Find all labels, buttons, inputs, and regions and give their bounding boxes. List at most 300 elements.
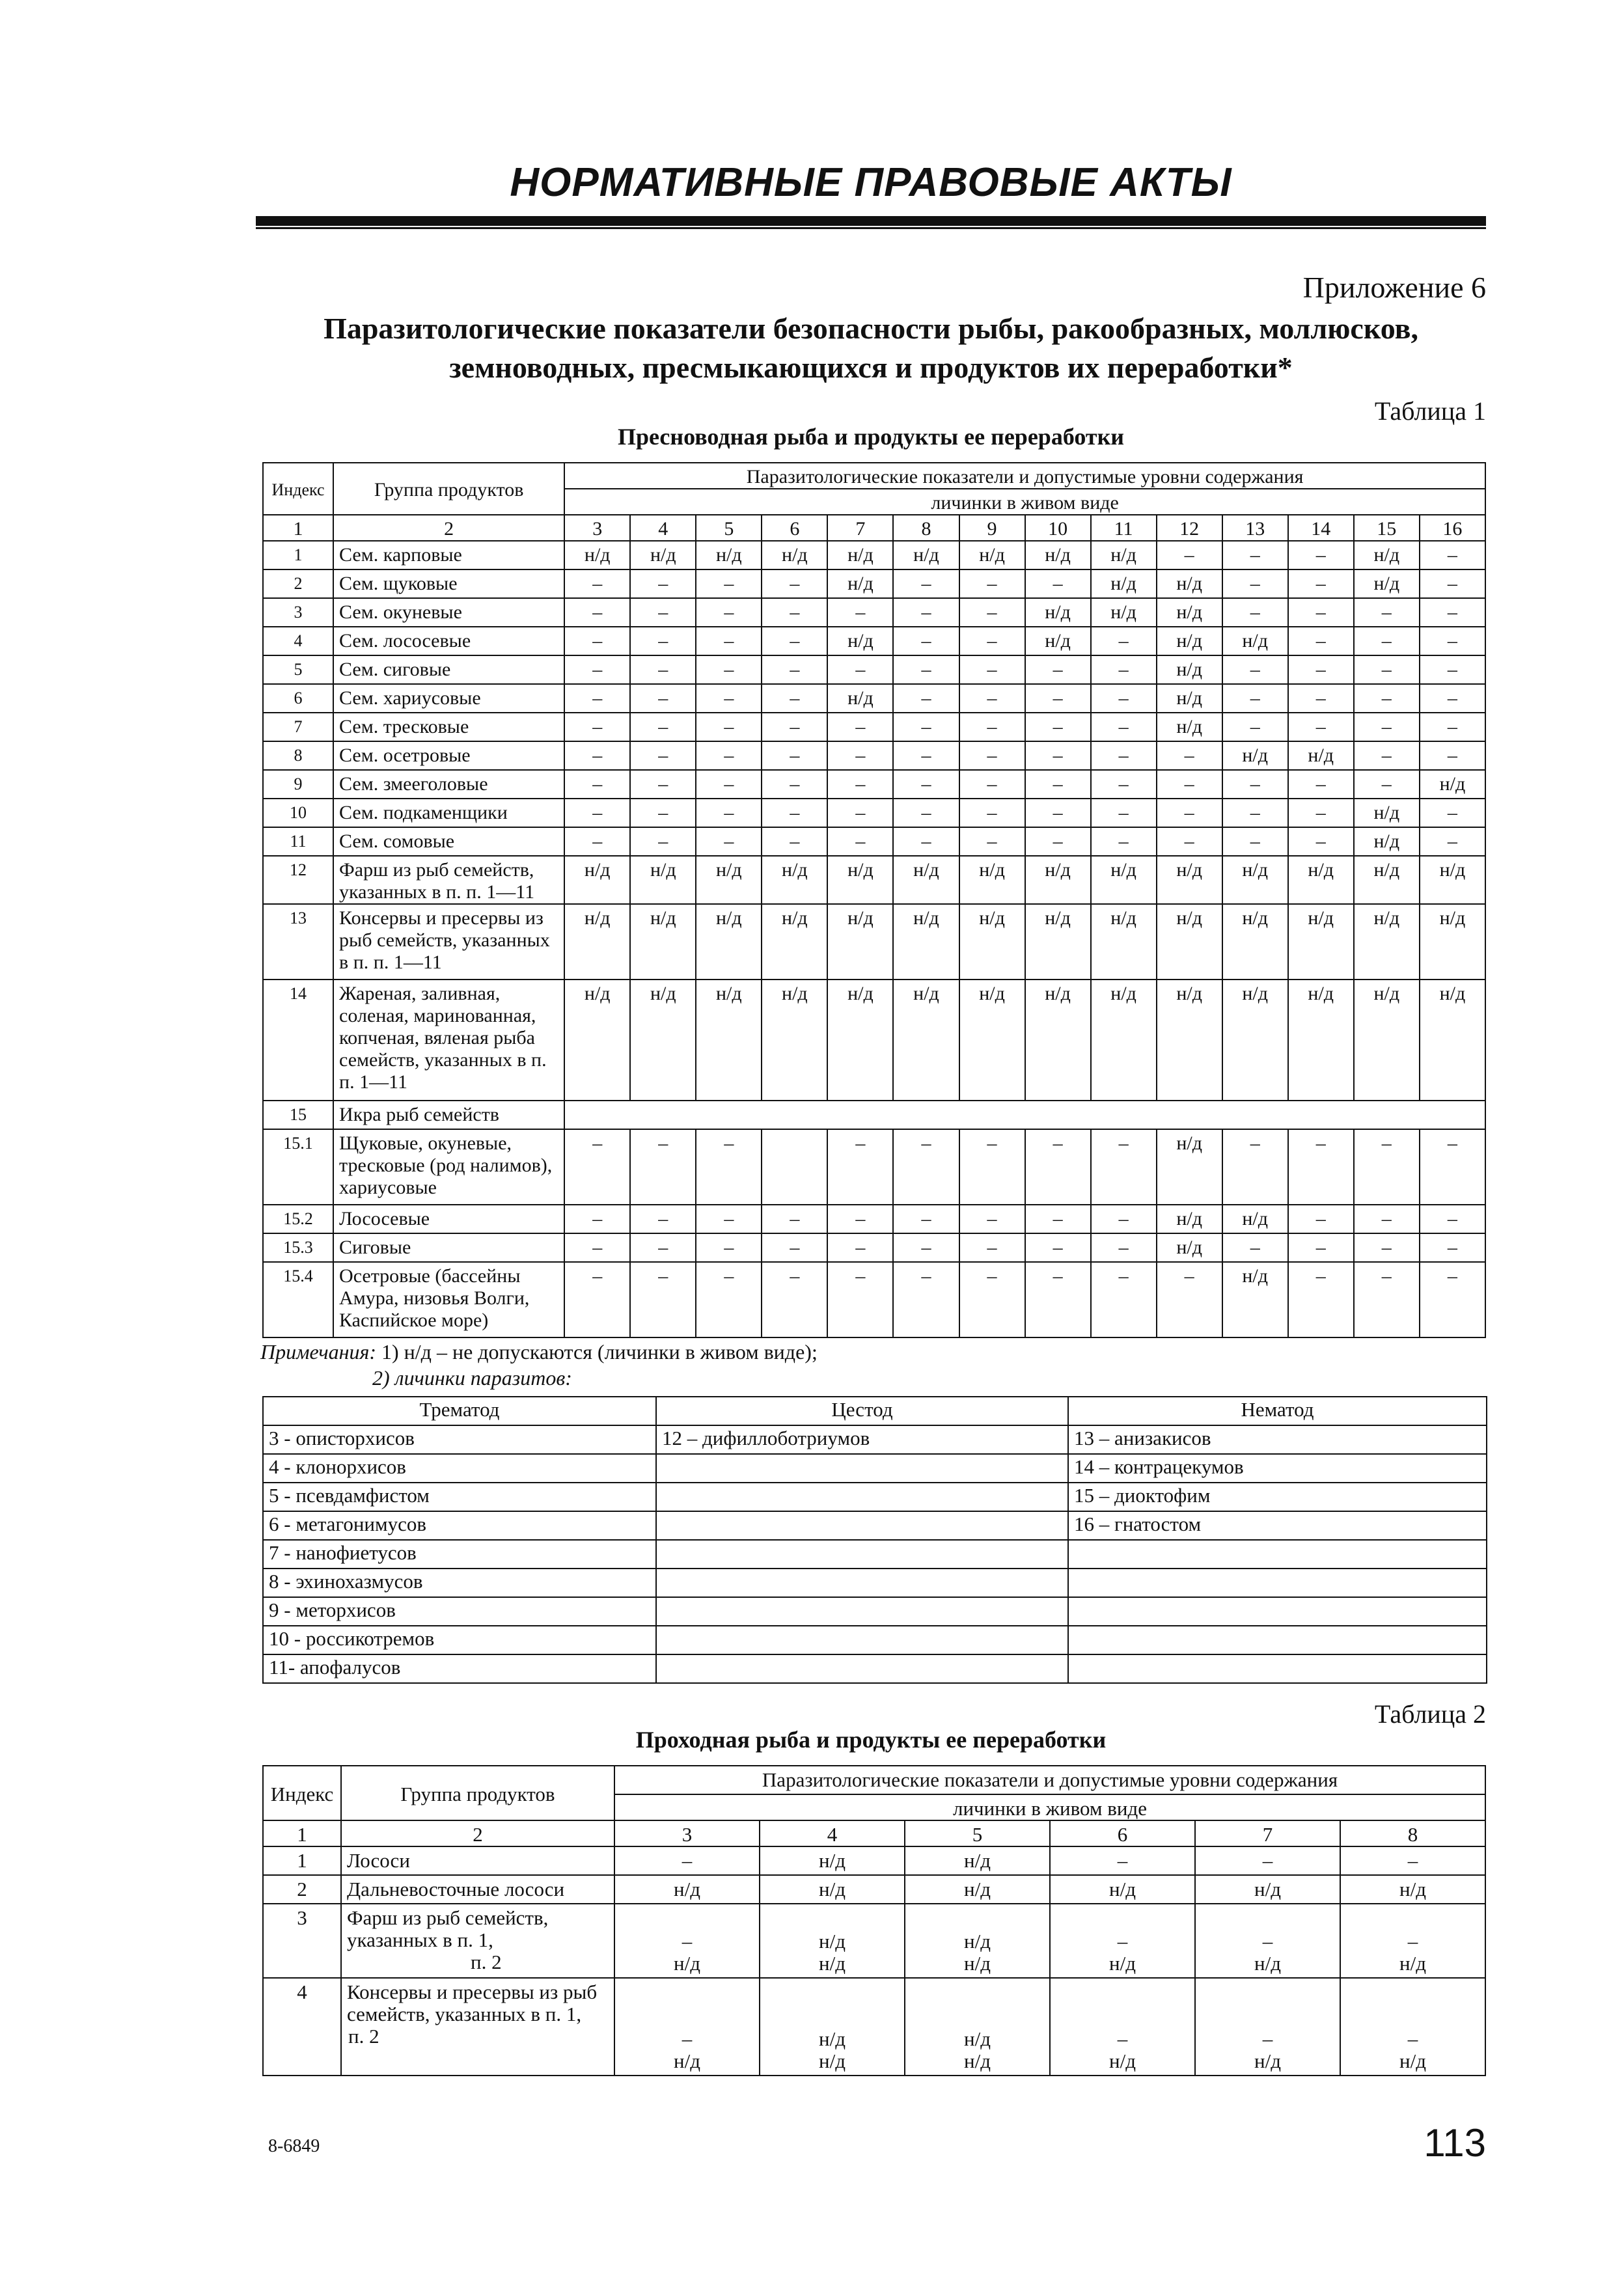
table-row [263, 598, 1485, 627]
column-number: 14 [1288, 515, 1354, 541]
value-cell: – [630, 1233, 696, 1262]
value-cell [1340, 1978, 1485, 2076]
value-cell: – [630, 627, 696, 655]
value-cell [760, 1904, 905, 1978]
value-cell: н/д [762, 541, 827, 569]
value-cell: н/д [1157, 904, 1222, 980]
value-cell: – [696, 1262, 762, 1337]
value-cell: – [893, 1262, 959, 1337]
value-cell: – [696, 655, 762, 684]
row-group: Сиговые [333, 1233, 564, 1262]
value-cell: – [630, 799, 696, 827]
value-cell: – [1025, 713, 1091, 741]
value-cell: – [696, 713, 762, 741]
value-cell: – [564, 1262, 630, 1337]
value-cell: н/д [564, 856, 630, 904]
value-cell: – [1420, 827, 1485, 856]
value: н/д [1399, 1952, 1426, 1975]
column-header-index: Индекс [263, 463, 333, 515]
value: н/д [674, 1952, 700, 1975]
value-cell: н/д [1354, 541, 1420, 569]
value-cell: н/д [1025, 856, 1091, 904]
value-cell: – [1288, 799, 1354, 827]
row-group: Сем. осетровые [333, 741, 564, 770]
value-cell: – [1420, 1262, 1485, 1337]
value-cell: – [959, 684, 1025, 713]
parasite-cell: 10 - россикотремов [263, 1626, 656, 1654]
parasite-cell: 13 – анизакисов [1068, 1425, 1487, 1454]
value-cell: – [564, 713, 630, 741]
value-cell: – [959, 741, 1025, 770]
value-cell: н/д [827, 980, 893, 1101]
value: – [681, 1849, 693, 1872]
column-number: 5 [696, 515, 762, 541]
value-cell: – [1354, 741, 1420, 770]
row-group [341, 1904, 614, 1978]
value-cell: н/д [1222, 741, 1288, 770]
value-cell: – [1354, 770, 1420, 799]
empty-cell [564, 1101, 1485, 1129]
row-group: Сем. карповые [333, 541, 564, 569]
anadromous-fish-table [262, 1765, 1486, 2076]
table-row [263, 1511, 1487, 1540]
row-index: 9 [263, 770, 333, 799]
column-number-row [263, 1820, 1485, 1846]
value-cell: н/д [827, 856, 893, 904]
running-title: НОРМАТИВНЫЕ ПРАВОВЫЕ АКТЫ [510, 160, 1232, 205]
value-cell: – [1025, 1233, 1091, 1262]
row-group: Сем. сиговые [333, 655, 564, 684]
column-number: 3 [564, 515, 630, 541]
value-cell: – [1420, 627, 1485, 655]
parasite-cell [656, 1569, 1068, 1597]
value-cell: – [827, 770, 893, 799]
value-cell: – [1025, 1205, 1091, 1233]
table1-caption: Пресноводная рыба и продукты ее переработки [617, 424, 1125, 450]
value-cell: – [630, 684, 696, 713]
value-cell [1195, 1875, 1340, 1904]
table-row [263, 1425, 1487, 1454]
value-cell [614, 1904, 760, 1978]
value: – [1407, 1930, 1418, 1953]
row-group: Сем. лососевые [333, 627, 564, 655]
value-cell: – [1288, 598, 1354, 627]
row-group-sub: п. 2 [348, 2025, 379, 2048]
table-row [263, 1569, 1487, 1597]
parasite-cell [656, 1597, 1068, 1626]
value-cell: н/д [630, 904, 696, 980]
value-cell: – [1222, 799, 1288, 827]
row-group [341, 1846, 614, 1875]
value: н/д [964, 1878, 991, 1900]
value-cell: – [893, 569, 959, 598]
value: – [1262, 1930, 1273, 1953]
value-cell: н/д [1091, 541, 1157, 569]
value-cell: н/д [1222, 1262, 1288, 1337]
value-cell: н/д [827, 684, 893, 713]
value: – [1407, 2027, 1418, 2050]
table1-label: Таблица 1 [1374, 396, 1486, 426]
value-cell: – [1091, 655, 1157, 684]
row-group [341, 1978, 614, 2076]
value: н/д [1109, 2049, 1136, 2072]
value-cell: – [696, 1233, 762, 1262]
value: н/д [1399, 2049, 1426, 2072]
value-cell: н/д [1288, 904, 1354, 980]
value-cell: – [1420, 655, 1485, 684]
note-2: 2) личинки паразитов: [372, 1366, 572, 1390]
row-index: 3 [263, 1904, 341, 1978]
column-number: 8 [893, 515, 959, 541]
value-cell: – [762, 1205, 827, 1233]
value-cell: н/д [1222, 627, 1288, 655]
table2-caption: Проходная рыба и продукты ее переработки [635, 1727, 1107, 1753]
value-cell: н/д [1157, 627, 1222, 655]
row-group: Сем. окуневые [333, 598, 564, 627]
value: н/д [674, 1878, 700, 1900]
value-cell: н/д [564, 980, 630, 1101]
table-row [263, 904, 1485, 980]
value-cell: – [1091, 713, 1157, 741]
value-cell [1050, 1904, 1195, 1978]
value-cell: – [1091, 627, 1157, 655]
table-row [263, 1483, 1487, 1511]
value-cell [760, 1875, 905, 1904]
value-cell: – [1157, 827, 1222, 856]
value-cell: – [762, 655, 827, 684]
table-row [263, 1846, 1485, 1875]
value-cell: – [762, 827, 827, 856]
value-cell: н/д [762, 856, 827, 904]
parasite-cell [1068, 1654, 1487, 1683]
value-cell: – [762, 569, 827, 598]
row-group-label: Дальневосточные лососи [347, 1878, 565, 1900]
value-cell: – [1420, 713, 1485, 741]
value-cell: – [1025, 1262, 1091, 1337]
value-cell: – [893, 799, 959, 827]
column-header: Трематод [263, 1397, 656, 1425]
value-cell: – [1420, 1233, 1485, 1262]
column-number: 2 [341, 1820, 614, 1846]
value-cell: н/д [1157, 1129, 1222, 1205]
print-code: 8-6849 [268, 2136, 320, 2156]
row-index: 8 [263, 741, 333, 770]
table-row [263, 1262, 1485, 1337]
value-cell [1340, 1875, 1485, 1904]
row-group: Сем. сомовые [333, 827, 564, 856]
parasite-cell [656, 1511, 1068, 1540]
value-cell: – [1354, 713, 1420, 741]
parasite-cell: 4 - клонорхисов [263, 1454, 656, 1483]
parasite-cell [1068, 1597, 1487, 1626]
value-cell: н/д [1222, 980, 1288, 1101]
parasite-cell [656, 1626, 1068, 1654]
value-cell: – [762, 799, 827, 827]
value-cell: – [959, 827, 1025, 856]
value-cell: – [630, 741, 696, 770]
value-cell: н/д [1288, 741, 1354, 770]
value-cell: – [696, 770, 762, 799]
value-cell: – [1222, 569, 1288, 598]
table-row [263, 1101, 1485, 1129]
value-cell [1050, 1875, 1195, 1904]
freshwater-fish-table [262, 462, 1486, 1338]
value-cell: н/д [1354, 827, 1420, 856]
value-cell: – [1288, 713, 1354, 741]
value-cell: н/д [630, 541, 696, 569]
value-cell: н/д [1157, 713, 1222, 741]
value-cell: н/д [893, 541, 959, 569]
row-group: Осетровые (бассейны Амура, низовья Волги, Каспийское море) [333, 1262, 564, 1337]
value-cell: н/д [1420, 980, 1485, 1101]
value-cell: – [1288, 569, 1354, 598]
row-group-label: Консервы и пресервы из рыб семейств, указанных в п. 1, [347, 1981, 598, 2025]
value-cell: – [564, 598, 630, 627]
parasite-cell: 9 - меторхисов [263, 1597, 656, 1626]
row-index: 7 [263, 713, 333, 741]
value-cell: – [827, 827, 893, 856]
value-cell: – [893, 827, 959, 856]
value-cell: – [959, 1233, 1025, 1262]
table-row [263, 713, 1485, 741]
value-cell: н/д [1157, 1233, 1222, 1262]
value: н/д [964, 2027, 991, 2050]
value-cell: – [1354, 684, 1420, 713]
table-row [263, 799, 1485, 827]
column-number: 7 [1195, 1820, 1340, 1846]
column-number: 15 [1354, 515, 1420, 541]
value: – [1407, 1849, 1418, 1872]
value-cell: – [893, 713, 959, 741]
value-cell: – [1354, 1129, 1420, 1205]
column-header-params: Паразитологические показатели и допустимые уровни содержания [564, 463, 1485, 489]
column-number: 10 [1025, 515, 1091, 541]
value-cell: – [1288, 827, 1354, 856]
parasite-cell: 14 – контрацекумов [1068, 1454, 1487, 1483]
value-cell: – [1222, 598, 1288, 627]
column-number: 4 [630, 515, 696, 541]
row-group: Фарш из рыб семейств, указанных в п. п. 1—11 [333, 856, 564, 904]
value-cell: – [959, 569, 1025, 598]
value: н/д [1399, 1878, 1426, 1900]
value-cell: н/д [696, 541, 762, 569]
value-cell: – [762, 598, 827, 627]
row-index: 1 [263, 541, 333, 569]
value-cell: – [959, 799, 1025, 827]
row-group: Сем. тресковые [333, 713, 564, 741]
value-cell: – [1091, 684, 1157, 713]
value-cell: – [1091, 1205, 1157, 1233]
value-cell: н/д [959, 980, 1025, 1101]
page-number: 113 [1424, 2121, 1486, 2165]
row-index: 3 [263, 598, 333, 627]
column-number: 4 [760, 1820, 905, 1846]
row-index: 6 [263, 684, 333, 713]
value-cell: – [1222, 827, 1288, 856]
value-cell: н/д [1354, 799, 1420, 827]
value-cell: – [696, 627, 762, 655]
table-row [263, 827, 1485, 856]
row-group: Сем. хариусовые [333, 684, 564, 713]
value-cell: – [827, 598, 893, 627]
row-index: 10 [263, 799, 333, 827]
value-cell: – [630, 713, 696, 741]
value-cell: н/д [1222, 904, 1288, 980]
value-cell: – [1354, 627, 1420, 655]
value-cell: н/д [959, 904, 1025, 980]
column-number: 16 [1420, 515, 1485, 541]
value-cell: н/д [1091, 904, 1157, 980]
value-cell: – [564, 1233, 630, 1262]
value-cell: – [696, 799, 762, 827]
value-cell: – [893, 1129, 959, 1205]
row-index: 4 [263, 1978, 341, 2076]
value-cell: н/д [1025, 598, 1091, 627]
value-cell: – [630, 1262, 696, 1337]
value-cell [614, 1846, 760, 1875]
value-cell: н/д [1354, 569, 1420, 598]
value-cell: – [1025, 569, 1091, 598]
row-group-label: Лососи [347, 1849, 410, 1872]
value-cell: – [630, 770, 696, 799]
value-cell: – [827, 799, 893, 827]
value-cell: – [1025, 1129, 1091, 1205]
value-cell: – [1091, 1233, 1157, 1262]
value: – [1262, 1849, 1273, 1872]
value-cell: н/д [696, 980, 762, 1101]
value-cell: н/д [893, 856, 959, 904]
row-group: Жареная, заливная, соленая, маринованная, копченая, вяленая рыба семейств, указанных в п. п. 1—11 [333, 980, 564, 1101]
value-cell: – [564, 827, 630, 856]
value-cell: н/д [762, 980, 827, 1101]
value-cell: – [630, 598, 696, 627]
title-line: земноводных, пресмыкающихся и продуктов их переработки* [449, 351, 1293, 384]
value-cell: н/д [1222, 1205, 1288, 1233]
column-header: Нематод [1068, 1397, 1487, 1425]
value-cell: н/д [827, 569, 893, 598]
row-group: Икра рыб семейств [333, 1101, 564, 1129]
value-cell: – [1157, 770, 1222, 799]
value-cell: – [1420, 741, 1485, 770]
value: н/д [819, 1930, 846, 1953]
value-cell: – [630, 1205, 696, 1233]
value-cell [760, 1978, 905, 2076]
value-cell: – [564, 770, 630, 799]
row-index: 11 [263, 827, 333, 856]
value-cell: – [827, 655, 893, 684]
column-number: 13 [1222, 515, 1288, 541]
row-index: 5 [263, 655, 333, 684]
value-cell: – [1025, 799, 1091, 827]
value-cell: – [1354, 1262, 1420, 1337]
value-cell: – [1288, 770, 1354, 799]
value-cell: – [893, 627, 959, 655]
value-cell: – [696, 1205, 762, 1233]
table-row [263, 1654, 1487, 1683]
value-cell [905, 1978, 1050, 2076]
value-cell: н/д [1091, 856, 1157, 904]
value-cell: – [630, 655, 696, 684]
value-cell: – [564, 627, 630, 655]
value-cell: – [1288, 1205, 1354, 1233]
value-cell: н/д [1354, 856, 1420, 904]
value-cell: н/д [630, 980, 696, 1101]
parasite-cell [1068, 1540, 1487, 1569]
value-cell: – [959, 770, 1025, 799]
row-index: 15 [263, 1101, 333, 1129]
value-cell: – [1354, 1233, 1420, 1262]
value-cell: н/д [1157, 980, 1222, 1101]
value-cell [1340, 1904, 1485, 1978]
value-cell: – [564, 1129, 630, 1205]
value-cell: – [893, 1205, 959, 1233]
value-cell: – [959, 1205, 1025, 1233]
row-group [341, 1875, 614, 1904]
value-cell: – [762, 684, 827, 713]
table-row [263, 741, 1485, 770]
parasite-cell: 7 - нанофиетусов [263, 1540, 656, 1569]
value-cell: – [1420, 1129, 1485, 1205]
parasite-larvae-table [262, 1396, 1487, 1684]
value-cell: н/д [696, 856, 762, 904]
column-number: 3 [614, 1820, 760, 1846]
value-cell: – [1354, 1205, 1420, 1233]
row-index: 12 [263, 856, 333, 904]
value-cell: – [762, 741, 827, 770]
column-number: 2 [333, 515, 564, 541]
value-cell: н/д [1354, 904, 1420, 980]
value: н/д [819, 2049, 846, 2072]
value-cell: н/д [1157, 655, 1222, 684]
value-cell: – [1157, 799, 1222, 827]
value-cell: н/д [827, 627, 893, 655]
value-cell: н/д [1222, 856, 1288, 904]
value-cell: н/д [1025, 980, 1091, 1101]
table-notes [260, 1339, 818, 1391]
value-cell: – [1288, 684, 1354, 713]
value-cell: н/д [1025, 541, 1091, 569]
header-rule-thin [256, 227, 1486, 229]
value-cell: – [1354, 598, 1420, 627]
value-cell: н/д [1091, 980, 1157, 1101]
value: н/д [1109, 1878, 1136, 1900]
value-cell [1340, 1846, 1485, 1875]
value-cell: – [696, 827, 762, 856]
value-cell: – [959, 598, 1025, 627]
value-cell: – [1288, 1233, 1354, 1262]
table-row [263, 1904, 1485, 1978]
value-cell: н/д [1157, 569, 1222, 598]
table-row [263, 1597, 1487, 1626]
row-index: 2 [263, 1875, 341, 1904]
value-cell: – [564, 684, 630, 713]
value-cell [762, 1129, 827, 1205]
value-cell: – [564, 655, 630, 684]
value-cell: н/д [893, 904, 959, 980]
value-cell: – [1288, 655, 1354, 684]
value: н/д [1254, 1878, 1281, 1900]
value-cell: – [564, 569, 630, 598]
header-row [263, 1766, 1485, 1794]
column-number: 12 [1157, 515, 1222, 541]
column-number: 9 [959, 515, 1025, 541]
value-cell: н/д [1091, 569, 1157, 598]
column-header-sub: личинки в живом виде [564, 489, 1485, 515]
value-cell: – [1025, 770, 1091, 799]
table-row [263, 684, 1485, 713]
value-cell: – [630, 569, 696, 598]
value-cell: – [1288, 627, 1354, 655]
